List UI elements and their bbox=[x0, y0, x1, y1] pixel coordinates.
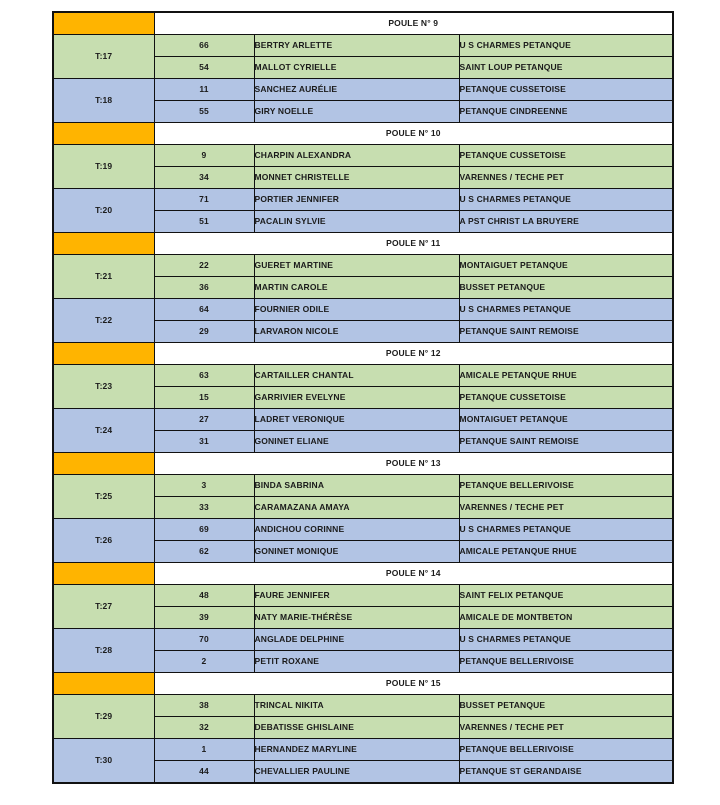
player-club-cell: PETANQUE ST GERANDAISE bbox=[459, 761, 673, 784]
player-club-cell: VARENNES / TECHE PET bbox=[459, 717, 673, 739]
table-row bbox=[53, 299, 673, 321]
player-name-cell: GIRY NOELLE bbox=[254, 101, 459, 123]
match-time-cell: T:28 bbox=[53, 629, 154, 673]
table-row bbox=[53, 145, 673, 167]
player-number-cell: 31 bbox=[154, 431, 254, 453]
player-number-cell: 51 bbox=[154, 211, 254, 233]
player-name-cell: NATY MARIE-THÉRÈSE bbox=[254, 607, 459, 629]
match-time-cell: T:24 bbox=[53, 409, 154, 453]
poule-title: POULE N° 9 bbox=[154, 12, 673, 35]
table-row bbox=[53, 695, 673, 717]
player-club-cell: U S CHARMES PETANQUE bbox=[459, 299, 673, 321]
player-number-cell: 9 bbox=[154, 145, 254, 167]
player-number-cell: 44 bbox=[154, 761, 254, 784]
player-name-cell: PACALIN SYLVIE bbox=[254, 211, 459, 233]
player-club-cell: BUSSET PETANQUE bbox=[459, 277, 673, 299]
player-club-cell: PETANQUE SAINT REMOISE bbox=[459, 321, 673, 343]
player-name-cell: HERNANDEZ MARYLINE bbox=[254, 739, 459, 761]
player-number-cell: 34 bbox=[154, 167, 254, 189]
player-club-cell: AMICALE PETANQUE RHUE bbox=[459, 541, 673, 563]
player-number-cell: 22 bbox=[154, 255, 254, 277]
player-club-cell: U S CHARMES PETANQUE bbox=[459, 35, 673, 57]
player-club-cell: SAINT FELIX PETANQUE bbox=[459, 585, 673, 607]
player-name-cell: TRINCAL NIKITA bbox=[254, 695, 459, 717]
player-name-cell: FOURNIER ODILE bbox=[254, 299, 459, 321]
match-time-cell: T:18 bbox=[53, 79, 154, 123]
player-number-cell: 69 bbox=[154, 519, 254, 541]
player-club-cell: PETANQUE CINDREENNE bbox=[459, 101, 673, 123]
poule-header-row bbox=[53, 453, 673, 475]
player-number-cell: 55 bbox=[154, 101, 254, 123]
player-club-cell: PETANQUE CUSSETOISE bbox=[459, 79, 673, 101]
poule-marker-cell bbox=[53, 343, 154, 365]
poule-header-row bbox=[53, 123, 673, 145]
table-row bbox=[53, 35, 673, 57]
player-club-cell: VARENNES / TECHE PET bbox=[459, 497, 673, 519]
player-number-cell: 38 bbox=[154, 695, 254, 717]
player-number-cell: 64 bbox=[154, 299, 254, 321]
player-number-cell: 11 bbox=[154, 79, 254, 101]
match-time-cell: T:22 bbox=[53, 299, 154, 343]
table-row bbox=[53, 189, 673, 211]
player-name-cell: CARTAILLER CHANTAL bbox=[254, 365, 459, 387]
player-number-cell: 63 bbox=[154, 365, 254, 387]
player-club-cell: MONTAIGUET PETANQUE bbox=[459, 409, 673, 431]
poule-header-row bbox=[53, 233, 673, 255]
match-time-cell: T:20 bbox=[53, 189, 154, 233]
player-club-cell: PETANQUE BELLERIVOISE bbox=[459, 651, 673, 673]
player-club-cell: PETANQUE BELLERIVOISE bbox=[459, 739, 673, 761]
player-name-cell: ANDICHOU CORINNE bbox=[254, 519, 459, 541]
player-club-cell: U S CHARMES PETANQUE bbox=[459, 519, 673, 541]
player-club-cell: A PST CHRIST LA BRUYERE bbox=[459, 211, 673, 233]
player-name-cell: FAURE JENNIFER bbox=[254, 585, 459, 607]
player-name-cell: MONNET CHRISTELLE bbox=[254, 167, 459, 189]
player-club-cell: PETANQUE SAINT REMOISE bbox=[459, 431, 673, 453]
match-time-cell: T:26 bbox=[53, 519, 154, 563]
player-club-cell: BUSSET PETANQUE bbox=[459, 695, 673, 717]
poule-header-row bbox=[53, 12, 673, 35]
player-number-cell: 3 bbox=[154, 475, 254, 497]
poule-header-row bbox=[53, 673, 673, 695]
poule-marker-cell bbox=[53, 123, 154, 145]
player-club-cell: MONTAIGUET PETANQUE bbox=[459, 255, 673, 277]
player-name-cell: GONINET ELIANE bbox=[254, 431, 459, 453]
match-time-cell: T:19 bbox=[53, 145, 154, 189]
player-club-cell: AMICALE DE MONTBETON bbox=[459, 607, 673, 629]
player-name-cell: MARTIN CAROLE bbox=[254, 277, 459, 299]
player-number-cell: 32 bbox=[154, 717, 254, 739]
match-time-cell: T:30 bbox=[53, 739, 154, 784]
player-name-cell: CARAMAZANA AMAYA bbox=[254, 497, 459, 519]
match-time-cell: T:27 bbox=[53, 585, 154, 629]
player-number-cell: 27 bbox=[154, 409, 254, 431]
player-name-cell: PETIT ROXANE bbox=[254, 651, 459, 673]
match-time-cell: T:29 bbox=[53, 695, 154, 739]
poule-marker-cell bbox=[53, 12, 154, 35]
poule-header-row bbox=[53, 563, 673, 585]
player-number-cell: 48 bbox=[154, 585, 254, 607]
poule-title: POULE N° 11 bbox=[154, 233, 673, 255]
player-club-cell: SAINT LOUP PETANQUE bbox=[459, 57, 673, 79]
player-name-cell: LARVARON NICOLE bbox=[254, 321, 459, 343]
player-name-cell: DEBATISSE GHISLAINE bbox=[254, 717, 459, 739]
player-number-cell: 62 bbox=[154, 541, 254, 563]
poule-marker-cell bbox=[53, 453, 154, 475]
player-club-cell: PETANQUE CUSSETOISE bbox=[459, 145, 673, 167]
player-name-cell: LADRET VERONIQUE bbox=[254, 409, 459, 431]
poules-schedule-table bbox=[52, 11, 674, 784]
player-club-cell: AMICALE PETANQUE RHUE bbox=[459, 365, 673, 387]
poule-marker-cell bbox=[53, 563, 154, 585]
table-row bbox=[53, 409, 673, 431]
player-number-cell: 1 bbox=[154, 739, 254, 761]
match-time-cell: T:25 bbox=[53, 475, 154, 519]
player-name-cell: SANCHEZ AURÉLIE bbox=[254, 79, 459, 101]
player-name-cell: MALLOT CYRIELLE bbox=[254, 57, 459, 79]
table-row bbox=[53, 519, 673, 541]
match-time-cell: T:23 bbox=[53, 365, 154, 409]
table-row bbox=[53, 475, 673, 497]
player-number-cell: 70 bbox=[154, 629, 254, 651]
match-time-cell: T:21 bbox=[53, 255, 154, 299]
poule-header-row bbox=[53, 343, 673, 365]
player-number-cell: 39 bbox=[154, 607, 254, 629]
player-number-cell: 54 bbox=[154, 57, 254, 79]
player-name-cell: CHEVALLIER PAULINE bbox=[254, 761, 459, 784]
match-time-cell: T:17 bbox=[53, 35, 154, 79]
table-row bbox=[53, 365, 673, 387]
table-row bbox=[53, 255, 673, 277]
poule-title: POULE N° 10 bbox=[154, 123, 673, 145]
player-club-cell: PETANQUE BELLERIVOISE bbox=[459, 475, 673, 497]
player-name-cell: GARRIVIER EVELYNE bbox=[254, 387, 459, 409]
player-name-cell: GONINET MONIQUE bbox=[254, 541, 459, 563]
player-number-cell: 29 bbox=[154, 321, 254, 343]
player-number-cell: 33 bbox=[154, 497, 254, 519]
player-name-cell: ANGLADE DELPHINE bbox=[254, 629, 459, 651]
table-row bbox=[53, 585, 673, 607]
poule-marker-cell bbox=[53, 673, 154, 695]
player-name-cell: BINDA SABRINA bbox=[254, 475, 459, 497]
table-row bbox=[53, 739, 673, 761]
player-number-cell: 66 bbox=[154, 35, 254, 57]
poule-marker-cell bbox=[53, 233, 154, 255]
player-club-cell: VARENNES / TECHE PET bbox=[459, 167, 673, 189]
player-number-cell: 15 bbox=[154, 387, 254, 409]
player-club-cell: PETANQUE CUSSETOISE bbox=[459, 387, 673, 409]
poule-title: POULE N° 15 bbox=[154, 673, 673, 695]
player-club-cell: U S CHARMES PETANQUE bbox=[459, 629, 673, 651]
poule-title: POULE N° 14 bbox=[154, 563, 673, 585]
player-club-cell: U S CHARMES PETANQUE bbox=[459, 189, 673, 211]
table-row bbox=[53, 629, 673, 651]
poule-title: POULE N° 12 bbox=[154, 343, 673, 365]
table-row bbox=[53, 79, 673, 101]
player-name-cell: GUERET MARTINE bbox=[254, 255, 459, 277]
player-number-cell: 71 bbox=[154, 189, 254, 211]
poules-table-body bbox=[53, 12, 673, 783]
player-name-cell: BERTRY ARLETTE bbox=[254, 35, 459, 57]
player-number-cell: 2 bbox=[154, 651, 254, 673]
player-name-cell: PORTIER JENNIFER bbox=[254, 189, 459, 211]
player-name-cell: CHARPIN ALEXANDRA bbox=[254, 145, 459, 167]
poule-title: POULE N° 13 bbox=[154, 453, 673, 475]
player-number-cell: 36 bbox=[154, 277, 254, 299]
